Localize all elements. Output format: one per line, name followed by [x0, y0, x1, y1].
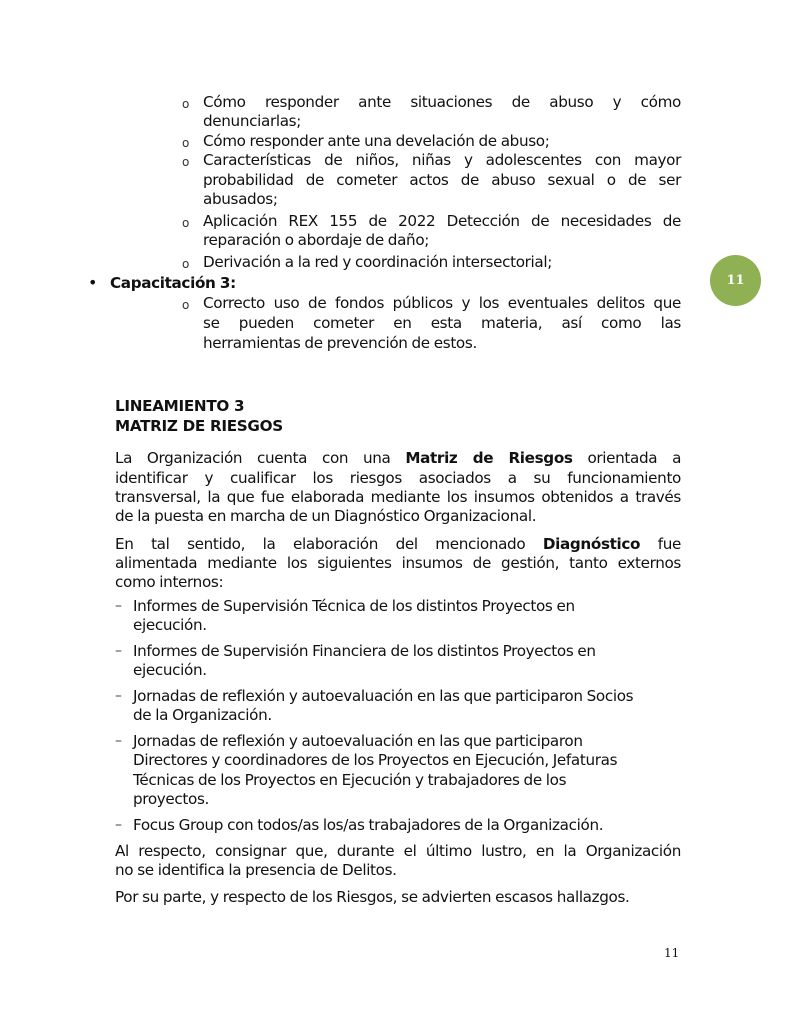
- text-span: En tal sentido, la elaboración del mencionado: [115, 535, 526, 553]
- list-item-line: Directores y coordinadores de los Proyectos en Ejecución, Jefaturas: [133, 751, 618, 769]
- dash-bullet-icon: –: [115, 598, 122, 614]
- capacitacion-3-label: Capacitación 3:: [110, 274, 236, 292]
- list-item-line: Derivación a la red y coordinación intersectorial;: [203, 253, 553, 271]
- list-item-line: ejecución.: [133, 661, 207, 679]
- paragraph-line: no se identifica la presencia de Delitos.: [115, 861, 397, 879]
- list-item-line: Jornadas de reflexión y autoevaluación en las que participaron: [133, 732, 583, 750]
- sub-bullet-icon: o: [182, 155, 190, 169]
- list-item-line: probabilidad de cometer actos de abuso sexual o de ser: [203, 171, 681, 189]
- text-span: orientada a: [587, 449, 682, 467]
- list-item-line: herramientas de prevención de estos.: [203, 334, 477, 352]
- bold-term: Diagnóstico: [542, 535, 641, 553]
- list-item-line: Informes de Supervisión Financiera de los distintos Proyectos en: [133, 642, 596, 660]
- dash-bullet-icon: –: [115, 733, 122, 749]
- list-item-line: Jornadas de reflexión y autoevaluación en las que participaron Socios: [133, 687, 634, 705]
- bullet-icon: •: [88, 273, 98, 292]
- dash-bullet-icon: –: [115, 817, 122, 833]
- paragraph-line: [115, 535, 681, 555]
- paragraph-line: [115, 449, 681, 469]
- footer-page-number: 11: [664, 946, 680, 960]
- paragraph-line: Al respecto, consignar que, durante el último lustro, en la Organización: [115, 842, 681, 860]
- sub-bullet-icon: o: [182, 257, 190, 271]
- list-item-line: proyectos.: [133, 790, 210, 808]
- list-item-line: Aplicación REX 155 de 2022 Detección de necesidades de: [203, 212, 681, 230]
- section-subheading: MATRIZ DE RIESGOS: [115, 417, 283, 435]
- sub-bullet-icon: o: [182, 216, 190, 230]
- list-item-line: denunciarlas;: [203, 112, 301, 130]
- list-item-line: Informes de Supervisión Técnica de los distintos Proyectos en: [133, 597, 575, 615]
- text-span: fue: [657, 535, 681, 553]
- sub-bullet-icon: o: [182, 97, 190, 111]
- list-item-line: Cómo responder ante una develación de abuso;: [203, 132, 550, 150]
- list-item-line: abusados;: [203, 190, 278, 208]
- list-item-line: Técnicas de los Proyectos en Ejecución y trabajadores de los: [133, 771, 567, 789]
- section-heading: LINEAMIENTO 3: [115, 397, 245, 415]
- paragraph-line: como internos:: [115, 573, 224, 591]
- list-item-line: Características de niños, niñas y adolescentes con mayor: [203, 151, 681, 169]
- sub-bullet-icon: o: [182, 136, 190, 150]
- paragraph-line: Por su parte, y respecto de los Riesgos, se advierten escasos hallazgos.: [115, 888, 630, 906]
- list-item-line: se pueden cometer en esta materia, así como las: [203, 314, 681, 332]
- dash-bullet-icon: –: [115, 688, 122, 704]
- paragraph-line: alimentada mediante los siguientes insumos de gestión, tanto externos: [115, 554, 681, 572]
- list-item-line: Focus Group con todos/as los/as trabajadores de la Organización.: [133, 816, 604, 834]
- list-item-line: ejecución.: [133, 616, 207, 634]
- paragraph-line: de la puesta en marcha de un Diagnóstico Organizacional.: [115, 507, 537, 525]
- page-number-badge: 11: [710, 255, 761, 306]
- list-item-line: Correcto uso de fondos públicos y los eventuales delitos que: [203, 294, 681, 312]
- dash-bullet-icon: –: [115, 643, 122, 659]
- list-item-line: Cómo responder ante situaciones de abuso y cómo: [203, 93, 681, 111]
- paragraph-line: transversal, la que fue elaborada mediante los insumos obtenidos a través: [115, 488, 681, 506]
- bold-term: Matriz de Riesgos: [405, 449, 573, 467]
- list-item-line: reparación o abordaje de daño;: [203, 231, 430, 249]
- sub-bullet-icon: o: [182, 298, 190, 312]
- text-span: La Organización cuenta con una: [115, 449, 391, 467]
- list-item-line: de la Organización.: [133, 706, 272, 724]
- paragraph-line: identificar y cualificar los riesgos asociados a su funcionamiento: [115, 469, 681, 487]
